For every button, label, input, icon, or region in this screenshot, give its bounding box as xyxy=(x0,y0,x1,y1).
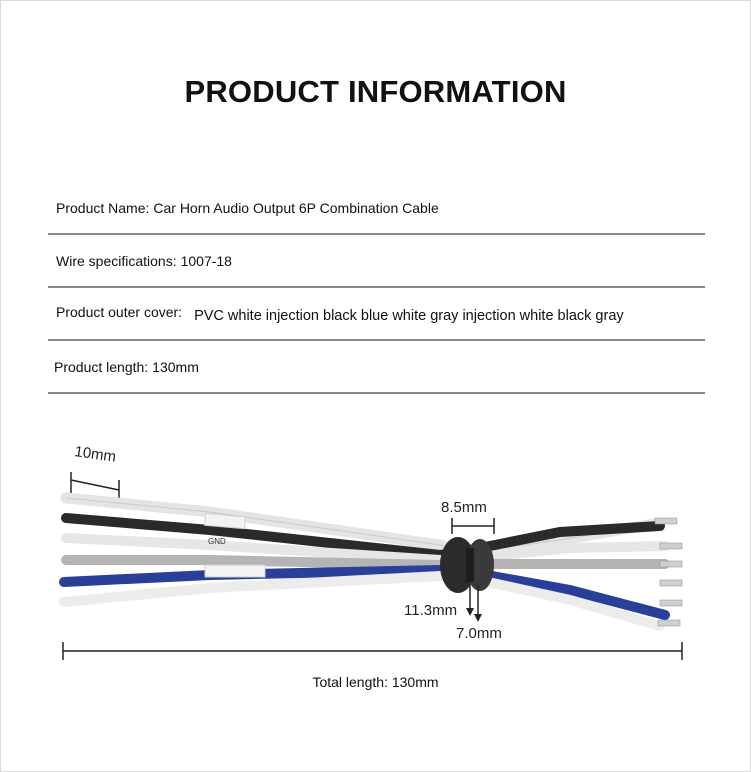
spec-row-wire-spec xyxy=(48,235,705,288)
spec-value: PVC white injection black blue white gray injection white black gray xyxy=(194,307,624,324)
grommet-width-label: 8.5mm xyxy=(441,499,487,516)
spec-label: Product outer cover: xyxy=(56,303,183,320)
grommet xyxy=(440,537,494,593)
page-title: PRODUCT INFORMATION xyxy=(184,74,567,109)
total-length-label: Total length: xyxy=(312,674,388,690)
spec-label: Product length: xyxy=(54,358,149,375)
spec-value: 1007-18 xyxy=(180,252,232,269)
spec-row-product-name xyxy=(48,182,705,235)
total-length-dimension xyxy=(63,642,682,660)
wire-gray xyxy=(66,560,665,565)
grommet-inner-label: 7.0mm xyxy=(456,625,502,642)
wire-bundle xyxy=(64,498,682,626)
wire-print: GND xyxy=(208,537,226,546)
grommet-height-dimension xyxy=(404,585,502,642)
spec-row-product-length xyxy=(48,341,705,394)
sleeve xyxy=(205,565,265,577)
total-length-caption xyxy=(0,674,751,690)
wire-white-3 xyxy=(64,576,660,626)
grommet-outer-label: 11.3mm xyxy=(404,602,458,619)
spec-row-outer-cover xyxy=(48,288,705,341)
spec-table xyxy=(48,182,705,394)
spec-label: Wire specifications: xyxy=(56,252,177,269)
strip-dimension-label: 10mm xyxy=(73,443,118,466)
spec-value: Car Horn Audio Output 6P Combination Cable xyxy=(153,199,439,216)
total-length-value: 130mm xyxy=(391,674,439,690)
spec-label: Product Name: xyxy=(56,199,150,216)
grommet-width-dimension xyxy=(441,499,494,534)
spec-value: 130mm xyxy=(152,358,199,375)
